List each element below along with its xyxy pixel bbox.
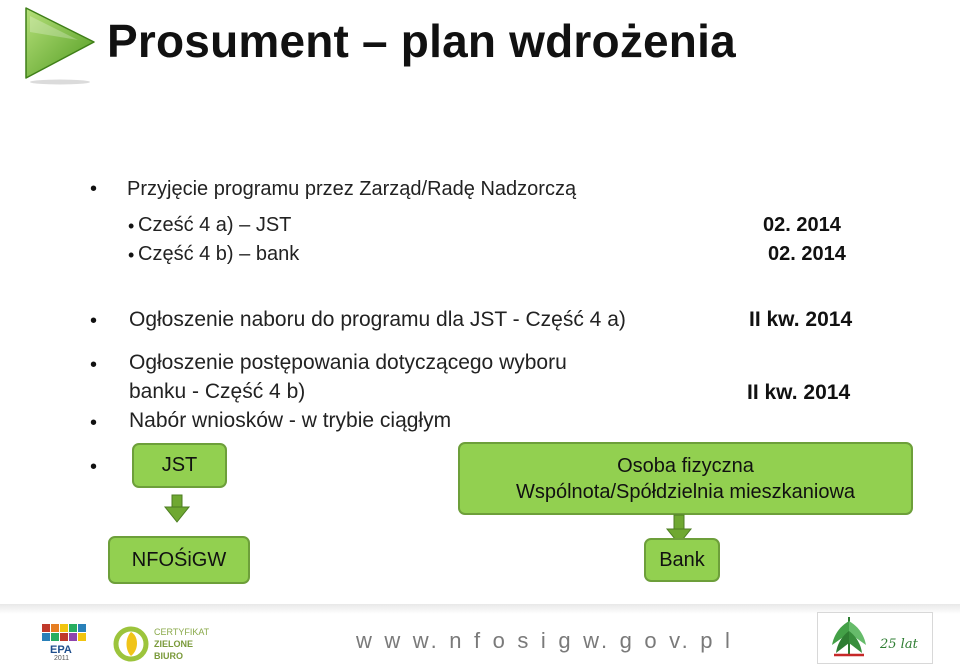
anniversary-logo (817, 612, 933, 664)
bullet-text: Ogłoszenie postępowania dotyczącego wyboru (129, 351, 567, 374)
arrow-down-icon (162, 494, 192, 524)
epa-logo (40, 624, 90, 662)
anniversary-label: 25 lat (880, 637, 918, 652)
date-label: 02. 2014 (763, 214, 841, 236)
osoba-label: Osoba fizyczna (617, 454, 754, 477)
epa-label: EPA (50, 644, 72, 656)
cert-line-1: CERTYFIKAT (154, 627, 210, 637)
green-office-icon (113, 626, 149, 662)
page-title: Prosument – plan wdrożenia (107, 15, 736, 67)
epa-grid-icon (42, 624, 88, 642)
osoba-box (458, 442, 913, 515)
bullet-text: Przyjęcie programu przez Zarząd/Radę Nadzorczą (127, 178, 577, 200)
leaf-emblem-icon (824, 613, 874, 663)
jst-label: JST (161, 454, 198, 476)
bank-box (644, 538, 720, 582)
bullet-icon: • (90, 178, 98, 200)
bank-label: Bank (659, 548, 705, 571)
footer-bar (0, 604, 960, 614)
sub-bullet-icon: • (128, 216, 135, 236)
bullet-icon: • (90, 310, 98, 332)
bullet-text: banku - Część 4 b) (129, 380, 306, 403)
bullet-text: Ogłoszenie naboru do programu dla JST - Część 4 a) (129, 308, 626, 331)
sub-bullet-text: Część 4 b) – bank (138, 243, 300, 265)
bullet-icon: • (90, 354, 98, 376)
bullet-icon: • (90, 412, 98, 434)
date-label: II kw. 2014 (749, 308, 853, 331)
sub-bullet-text: Cześć 4 a) – JST (138, 214, 292, 236)
nfosigw-label: NFOŚiGW (131, 548, 227, 571)
nfosigw-box (108, 536, 250, 584)
bullet-text: Nabór wniosków - w trybie ciągłym (129, 409, 452, 432)
play-logo-icon (16, 2, 100, 86)
wspolnota-label: Wspólnota/Spółdzielnia mieszkaniowa (515, 480, 856, 503)
cert-line-2: ZIELONE (154, 639, 194, 649)
epa-year: 2011 (54, 655, 70, 662)
footer-url[interactable]: w w w. n f o s i g w. g o v. p l (356, 628, 734, 653)
date-label: II kw. 2014 (747, 381, 851, 404)
sub-bullet-icon: • (128, 245, 135, 265)
jst-box (132, 443, 227, 488)
cert-line-3: BIURO (154, 651, 183, 661)
bullet-icon: • (90, 456, 98, 478)
date-label: 02. 2014 (768, 243, 846, 265)
